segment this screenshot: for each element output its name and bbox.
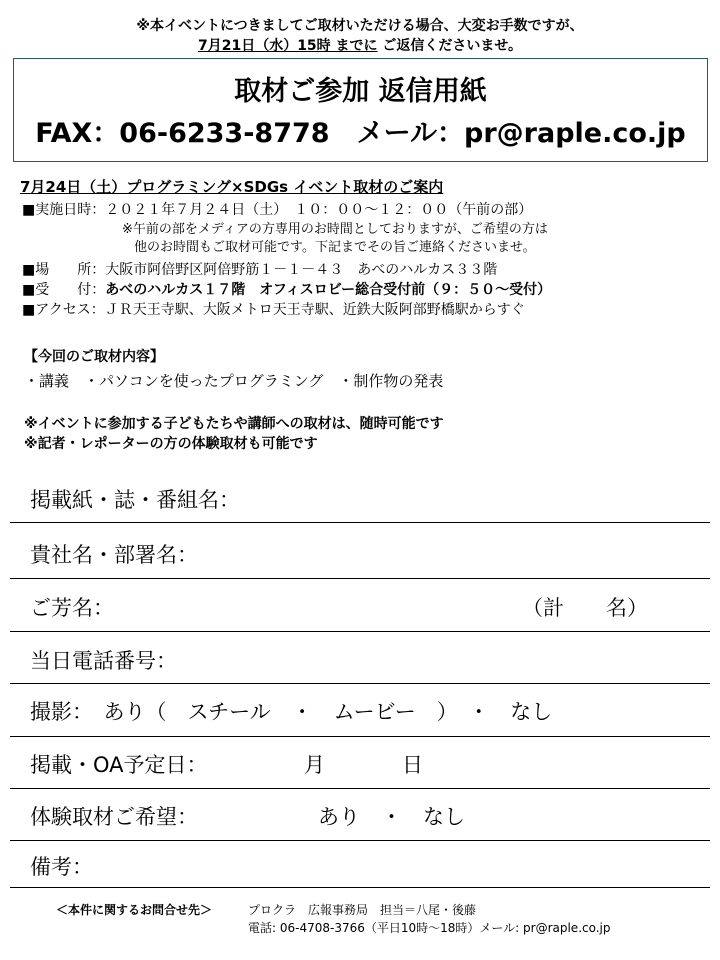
field-publish-date-label: 掲載・OA予定日： xyxy=(30,753,208,777)
field-experience-options: あり ・ なし xyxy=(318,805,465,829)
field-company[interactable] xyxy=(10,523,710,579)
event-note-2: 他のお時間もご取材可能です。下記までその旨ご連絡くださいませ。 xyxy=(134,240,536,255)
coverage-note-2: ※記者・レポーターの方の体験取材も可能です xyxy=(24,436,318,452)
event-note-1: ※午前の部をメディアの方専用のお時間としておりますが、ご希望の方は xyxy=(122,222,548,237)
field-photo[interactable] xyxy=(10,684,710,737)
deadline-rest: ご返信くださいませ。 xyxy=(377,38,523,54)
footer-office: プロクラ 広報事務局 担当＝八尾・後藤 xyxy=(248,903,477,917)
field-remarks[interactable] xyxy=(10,841,710,888)
event-reception xyxy=(22,281,551,299)
deadline-date: 7月21日（水）15時 までに xyxy=(197,38,378,54)
coverage-items: ・講義 ・パソコンを使ったプログラミング ・制作物の発表 xyxy=(24,372,444,390)
field-photo-label: 撮影： あり（ スチール ・ ムービー ） ・ なし xyxy=(30,700,553,724)
field-experience-label: 体験取材ご希望： xyxy=(30,805,198,829)
reception-label: ■受 付： xyxy=(22,282,106,298)
field-name[interactable] xyxy=(10,579,710,632)
field-day: 日 xyxy=(402,753,423,777)
footer-contact: 電話: 06-4708-3766（平日10時〜18時）メール: pr@raple.co.jp xyxy=(248,921,611,935)
reception-value: あべのハルカス１７階 オフィスロビー総合受付前（９：５０～受付） xyxy=(105,282,552,298)
title-box xyxy=(13,58,708,162)
field-month: 月 xyxy=(304,753,325,777)
form-title: 取材ご参加 返信用紙 xyxy=(234,76,487,107)
event-heading: 7月24日（土）プログラミング×SDGs イベント取材のご案内 xyxy=(20,178,444,196)
field-company-label: 貴社名・部署名： xyxy=(30,543,198,567)
coverage-heading: 【今回のご取材内容】 xyxy=(24,349,164,365)
field-publish-date[interactable] xyxy=(10,737,710,789)
field-phone[interactable] xyxy=(10,632,710,684)
contact-line: FAX：06-6233-8778 メール：pr@raple.co.jp xyxy=(35,118,686,149)
event-place: ■場 所：大阪市阿倍野区阿倍野筋１－１－４３ あべのハルカス３３階 xyxy=(22,262,498,278)
field-media[interactable] xyxy=(10,472,710,523)
field-experience[interactable] xyxy=(10,789,710,841)
deadline-notice-line2 xyxy=(0,36,720,56)
field-media-label: 掲載紙・誌・番組名： xyxy=(30,488,240,512)
deadline-notice-line1: ※本イベントにつきましてご取材いただける場合、大変お手数ですが、 xyxy=(136,18,584,34)
footer-label: ＜本件に関するお問合せ先＞ xyxy=(56,903,213,917)
field-name-count: （計 名） xyxy=(522,596,648,620)
event-access: ■アクセス：ＪＲ天王寺駅、大阪メトロ天王寺駅、近鉄大阪阿部野橋駅からすぐ xyxy=(22,302,525,318)
field-remarks-label: 備考： xyxy=(30,855,93,879)
field-phone-label: 当日電話番号： xyxy=(30,649,177,673)
field-name-label: ご芳名： xyxy=(30,596,114,620)
coverage-note-1: ※イベントに参加する子どもたちや講師への取材は、随時可能です xyxy=(24,416,444,432)
event-date: ■実施日時：２０２１年７月２４日（土） １０：００～１２：００（午前の部） xyxy=(22,202,533,218)
